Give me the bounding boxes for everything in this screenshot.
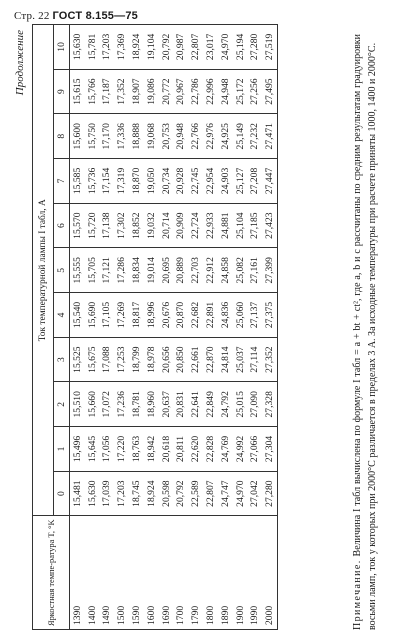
current-cell: 27,423 <box>262 203 277 248</box>
current-cell: 20,928 <box>174 159 189 204</box>
current-cell: 15,645 <box>85 427 100 472</box>
current-cell: 22,766 <box>188 114 203 159</box>
current-cell: 17,187 <box>100 69 115 114</box>
current-cell: 15,630 <box>70 25 85 70</box>
current-cell: 22,786 <box>188 69 203 114</box>
current-cell: 22,849 <box>203 382 218 427</box>
column-header: 1 <box>54 427 70 472</box>
column-header: 5 <box>54 248 70 293</box>
table-row <box>85 25 100 630</box>
current-cell: 15,630 <box>85 471 100 516</box>
current-cell: 24,925 <box>218 114 233 159</box>
column-header: 7 <box>54 159 70 204</box>
current-cell: 18,907 <box>129 69 144 114</box>
current-cell: 27,137 <box>248 293 263 338</box>
current-cell: 27,304 <box>262 427 277 472</box>
current-cell: 18,781 <box>129 382 144 427</box>
temperature-cell: 2000 <box>262 516 277 630</box>
table-row <box>188 25 203 630</box>
current-cell: 22,724 <box>188 203 203 248</box>
temperature-cell: 1600 <box>144 516 159 630</box>
current-cell: 17,236 <box>114 382 129 427</box>
current-cell: 25,104 <box>233 203 248 248</box>
current-cell: 17,319 <box>114 159 129 204</box>
current-cell: 19,032 <box>144 203 159 248</box>
current-cell: 15,570 <box>70 203 85 248</box>
current-cell: 18,942 <box>144 427 159 472</box>
current-cell: 27,090 <box>248 382 263 427</box>
group-header: Ток температурной лампы I табл, А <box>33 25 54 516</box>
current-cell: 22,996 <box>203 69 218 114</box>
current-cell: 24,858 <box>218 248 233 293</box>
current-cell: 17,369 <box>114 25 129 70</box>
current-cell: 18,978 <box>144 337 159 382</box>
current-cell: 27,066 <box>248 427 263 472</box>
current-cell: 27,232 <box>248 114 263 159</box>
current-cell: 20,676 <box>159 293 174 338</box>
page-number: Стр. 22 <box>14 10 50 22</box>
current-cell: 24,903 <box>218 159 233 204</box>
current-cell: 24,881 <box>218 203 233 248</box>
current-cell: 27,208 <box>248 159 263 204</box>
current-cell: 18,960 <box>144 382 159 427</box>
current-cell: 22,620 <box>188 427 203 472</box>
current-cell: 27,352 <box>262 337 277 382</box>
current-cell: 15,750 <box>85 114 100 159</box>
current-cell: 17,203 <box>100 25 115 70</box>
current-cell: 27,495 <box>262 69 277 114</box>
current-cell: 25,015 <box>233 382 248 427</box>
current-cell: 18,852 <box>129 203 144 248</box>
rotated-page-content <box>12 24 404 636</box>
column-header: 8 <box>54 114 70 159</box>
current-cell: 20,967 <box>174 69 189 114</box>
current-cell: 17,170 <box>100 114 115 159</box>
current-cell: 24,992 <box>233 427 248 472</box>
current-cell: 27,161 <box>248 248 263 293</box>
current-cell: 17,352 <box>114 69 129 114</box>
temperature-cell: 1390 <box>70 516 85 630</box>
temperature-cell: 1500 <box>114 516 129 630</box>
current-cell: 25,060 <box>233 293 248 338</box>
current-cell: 15,481 <box>70 471 85 516</box>
current-cell: 27,280 <box>248 25 263 70</box>
current-cell: 20,695 <box>159 248 174 293</box>
current-cell: 20,734 <box>159 159 174 204</box>
current-cell: 17,203 <box>114 471 129 516</box>
current-cell: 25,149 <box>233 114 248 159</box>
table-row <box>233 25 248 630</box>
current-cell: 17,286 <box>114 248 129 293</box>
current-cell: 22,828 <box>203 427 218 472</box>
current-cell: 25,172 <box>233 69 248 114</box>
current-cell: 17,039 <box>100 471 115 516</box>
current-cell: 15,781 <box>85 25 100 70</box>
column-header: 4 <box>54 293 70 338</box>
table-row <box>144 25 159 630</box>
temperature-cell: 1700 <box>174 516 189 630</box>
current-cell: 15,555 <box>70 248 85 293</box>
current-cell: 20,870 <box>174 293 189 338</box>
current-cell: 18,799 <box>129 337 144 382</box>
current-cell: 17,253 <box>114 337 129 382</box>
current-cell: 18,763 <box>129 427 144 472</box>
current-cell: 15,600 <box>70 114 85 159</box>
standard-code: ГОСТ 8.155—75 <box>52 10 138 22</box>
current-cell: 22,912 <box>203 248 218 293</box>
table-row <box>159 25 174 630</box>
current-cell: 15,660 <box>85 382 100 427</box>
current-cell: 20,909 <box>174 203 189 248</box>
note-label: Примечание. <box>352 559 363 630</box>
current-cell: 20,987 <box>174 25 189 70</box>
temperature-cell: 1990 <box>248 516 263 630</box>
current-cell: 18,870 <box>129 159 144 204</box>
current-cell: 15,496 <box>70 427 85 472</box>
table-row <box>100 25 115 630</box>
current-cell: 15,690 <box>85 293 100 338</box>
current-cell: 15,675 <box>85 337 100 382</box>
table-row <box>203 25 218 630</box>
current-cell: 22,682 <box>188 293 203 338</box>
current-cell: 20,948 <box>174 114 189 159</box>
current-cell: 22,589 <box>188 471 203 516</box>
current-cell: 18,745 <box>129 471 144 516</box>
temperature-cell: 1400 <box>85 516 100 630</box>
current-cell: 20,850 <box>174 337 189 382</box>
current-cell: 23,017 <box>203 25 218 70</box>
temperature-cell: 1690 <box>159 516 174 630</box>
current-cell: 20,811 <box>174 427 189 472</box>
current-cell: 27,375 <box>262 293 277 338</box>
current-cell: 17,138 <box>100 203 115 248</box>
current-cell: 17,302 <box>114 203 129 248</box>
current-cell: 15,766 <box>85 69 100 114</box>
current-cell: 17,088 <box>100 337 115 382</box>
temperature-cell: 1800 <box>203 516 218 630</box>
stub-header: Яркостная темпе-ратура T, °K <box>33 516 70 630</box>
current-cell: 15,540 <box>70 293 85 338</box>
table-row <box>262 25 277 630</box>
current-cell: 27,471 <box>262 114 277 159</box>
table-row <box>248 25 263 630</box>
continuation-label: Продолжение <box>14 30 26 96</box>
current-cell: 17,336 <box>114 114 129 159</box>
column-header: 0 <box>54 471 70 516</box>
current-cell: 20,656 <box>159 337 174 382</box>
current-cell: 20,598 <box>159 471 174 516</box>
current-cell: 17,121 <box>100 248 115 293</box>
current-cell: 18,924 <box>144 471 159 516</box>
current-cell: 25,127 <box>233 159 248 204</box>
current-cell: 22,661 <box>188 337 203 382</box>
current-cell: 24,970 <box>233 471 248 516</box>
temperature-cell: 1590 <box>129 516 144 630</box>
current-cell: 17,072 <box>100 382 115 427</box>
current-cell: 19,068 <box>144 114 159 159</box>
column-header: 3 <box>54 337 70 382</box>
current-cell: 15,720 <box>85 203 100 248</box>
current-cell: 20,831 <box>174 382 189 427</box>
current-cell: 18,996 <box>144 293 159 338</box>
current-cell: 22,745 <box>188 159 203 204</box>
current-cell: 24,970 <box>218 25 233 70</box>
current-cell: 20,792 <box>174 471 189 516</box>
current-cell: 15,585 <box>70 159 85 204</box>
current-cell: 27,328 <box>262 382 277 427</box>
current-cell: 19,050 <box>144 159 159 204</box>
page-header <box>14 10 138 22</box>
current-cell: 18,924 <box>129 25 144 70</box>
current-cell: 22,703 <box>188 248 203 293</box>
current-cell: 27,042 <box>248 471 263 516</box>
current-cell: 24,814 <box>218 337 233 382</box>
current-cell: 22,933 <box>203 203 218 248</box>
current-cell: 27,185 <box>248 203 263 248</box>
column-header: 9 <box>54 69 70 114</box>
current-cell: 27,280 <box>262 471 277 516</box>
current-cell: 17,154 <box>100 159 115 204</box>
current-cell: 19,086 <box>144 69 159 114</box>
table-row <box>174 25 189 630</box>
current-cell: 22,807 <box>188 25 203 70</box>
temperature-cell: 1490 <box>100 516 115 630</box>
current-cell: 18,817 <box>129 293 144 338</box>
current-cell: 20,714 <box>159 203 174 248</box>
current-cell: 24,836 <box>218 293 233 338</box>
current-cell: 27,256 <box>248 69 263 114</box>
table-row <box>70 25 85 630</box>
column-header: 10 <box>54 25 70 70</box>
table-body <box>70 25 278 630</box>
current-cell: 15,736 <box>85 159 100 204</box>
current-cell: 17,056 <box>100 427 115 472</box>
current-cell: 22,870 <box>203 337 218 382</box>
temperature-cell: 1790 <box>188 516 203 630</box>
lamp-current-table <box>32 24 278 630</box>
current-cell: 27,519 <box>262 25 277 70</box>
current-cell: 19,014 <box>144 248 159 293</box>
current-cell: 25,037 <box>233 337 248 382</box>
current-cell: 24,747 <box>218 471 233 516</box>
column-header: 2 <box>54 382 70 427</box>
current-cell: 20,792 <box>159 25 174 70</box>
table-row <box>114 25 129 630</box>
current-cell: 22,954 <box>203 159 218 204</box>
current-cell: 18,888 <box>129 114 144 159</box>
current-cell: 15,705 <box>85 248 100 293</box>
current-cell: 20,889 <box>174 248 189 293</box>
current-cell: 19,104 <box>144 25 159 70</box>
temperature-cell: 1900 <box>233 516 248 630</box>
current-cell: 17,220 <box>114 427 129 472</box>
table-note <box>350 34 380 630</box>
current-cell: 15,510 <box>70 382 85 427</box>
temperature-cell: 1890 <box>218 516 233 630</box>
table-row <box>218 25 233 630</box>
current-cell: 27,399 <box>262 248 277 293</box>
current-cell: 15,525 <box>70 337 85 382</box>
current-cell: 18,834 <box>129 248 144 293</box>
current-cell: 17,105 <box>100 293 115 338</box>
current-cell: 20,753 <box>159 114 174 159</box>
table-row <box>129 25 144 630</box>
current-cell: 25,082 <box>233 248 248 293</box>
current-cell: 17,269 <box>114 293 129 338</box>
column-header: 6 <box>54 203 70 248</box>
current-cell: 15,615 <box>70 69 85 114</box>
current-cell: 27,447 <box>262 159 277 204</box>
current-cell: 27,114 <box>248 337 263 382</box>
current-cell: 22,641 <box>188 382 203 427</box>
current-cell: 22,807 <box>203 471 218 516</box>
current-cell: 20,618 <box>159 427 174 472</box>
current-cell: 24,769 <box>218 427 233 472</box>
current-cell: 22,976 <box>203 114 218 159</box>
current-cell: 20,772 <box>159 69 174 114</box>
current-cell: 20,637 <box>159 382 174 427</box>
current-cell: 22,891 <box>203 293 218 338</box>
current-cell: 25,194 <box>233 25 248 70</box>
current-cell: 24,948 <box>218 69 233 114</box>
current-cell: 24,792 <box>218 382 233 427</box>
note-text: Величина I табл вычислена по формуле I табл = a + bt + ct², где a, b и c рассчитаны по средним результатам градуировки восьми ламп, ток у которых при 2000°C различается в пределах 3 A. За исходные температуры при расчете приняты 1000, 1400 и 2000°C. <box>352 33 378 630</box>
